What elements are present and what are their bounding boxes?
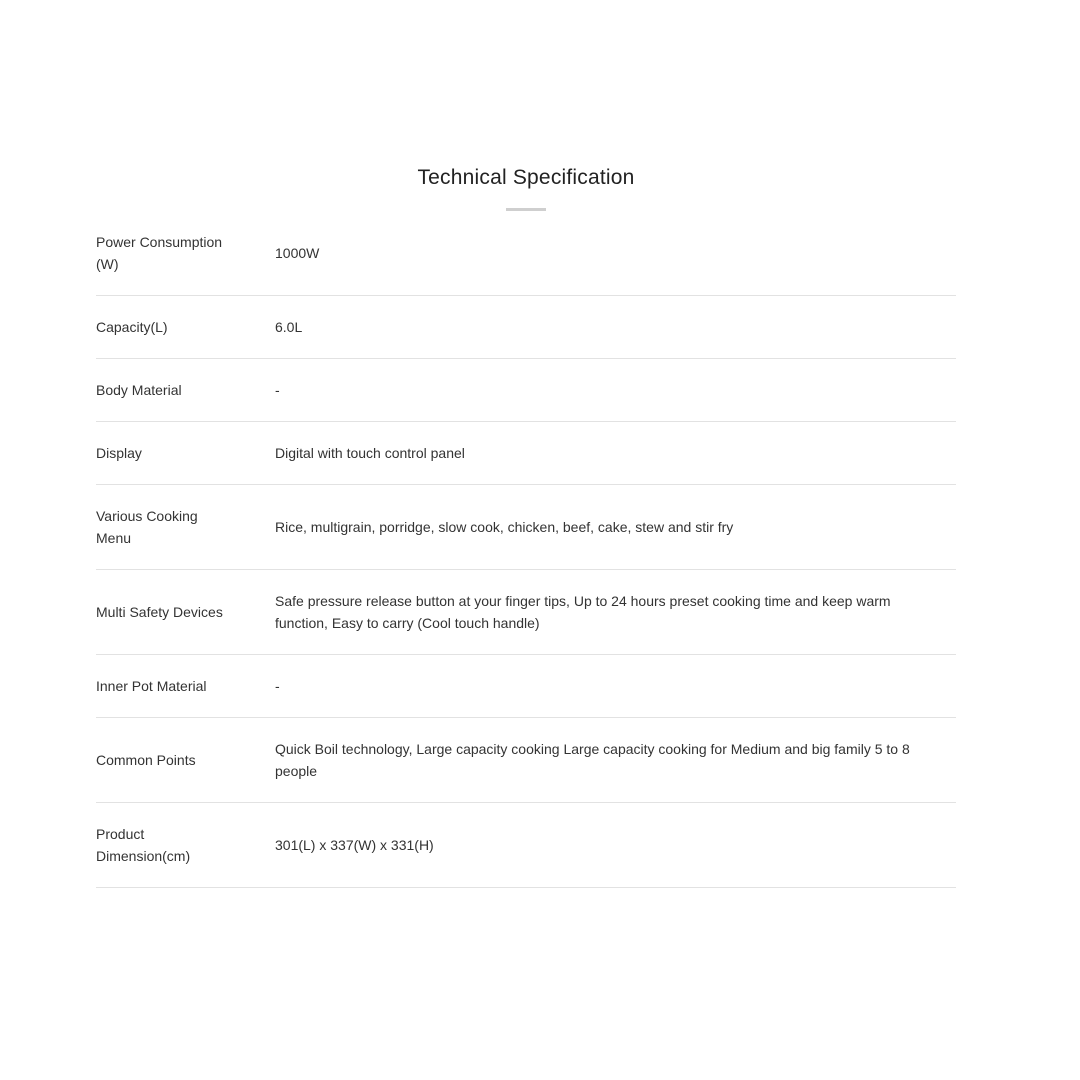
spec-value: Quick Boil technology, Large capacity cooking Large capacity cooking for Medium and big family 5 to 8 people xyxy=(275,741,910,779)
spec-value: 6.0L xyxy=(275,319,303,335)
spec-label: Power Consumption (W) xyxy=(96,234,223,272)
section-title: Technical Specification xyxy=(417,166,635,189)
spec-label: Capacity(L) xyxy=(96,319,168,335)
spec-row-display xyxy=(96,422,956,485)
spec-label: Product Dimension(cm) xyxy=(96,826,191,864)
title-underline xyxy=(506,208,546,211)
spec-row-common-points xyxy=(96,718,956,803)
spec-row-inner-pot-material xyxy=(96,655,956,718)
spec-value: Safe pressure release button at your finger tips, Up to 24 hours preset cooking time and keep warm function, Easy to carry (Cool touch handle) xyxy=(275,593,891,631)
spec-label: Body Material xyxy=(96,382,182,398)
spec-value: - xyxy=(275,382,280,398)
spec-row-various-cooking-menu xyxy=(96,485,956,570)
technical-specification-section xyxy=(96,160,956,888)
spec-row-power-consumption xyxy=(96,227,956,296)
spec-row-body-material xyxy=(96,359,956,422)
spec-row-product-dimension xyxy=(96,803,956,888)
spec-row-capacity xyxy=(96,296,956,359)
spec-value: Rice, multigrain, porridge, slow cook, chicken, beef, cake, stew and stir fry xyxy=(275,519,734,535)
spec-value: Digital with touch control panel xyxy=(275,445,465,461)
spec-label: Multi Safety Devices xyxy=(96,604,223,620)
spec-label: Inner Pot Material xyxy=(96,678,207,694)
spec-value: 301(L) x 337(W) x 331(H) xyxy=(275,837,434,853)
spec-label: Various Cooking Menu xyxy=(96,508,198,546)
spec-table xyxy=(96,227,956,888)
spec-value: 1000W xyxy=(275,245,320,261)
spec-label: Common Points xyxy=(96,752,196,768)
spec-value: - xyxy=(275,678,280,694)
spec-row-multi-safety-devices xyxy=(96,570,956,655)
spec-label: Display xyxy=(96,445,142,461)
